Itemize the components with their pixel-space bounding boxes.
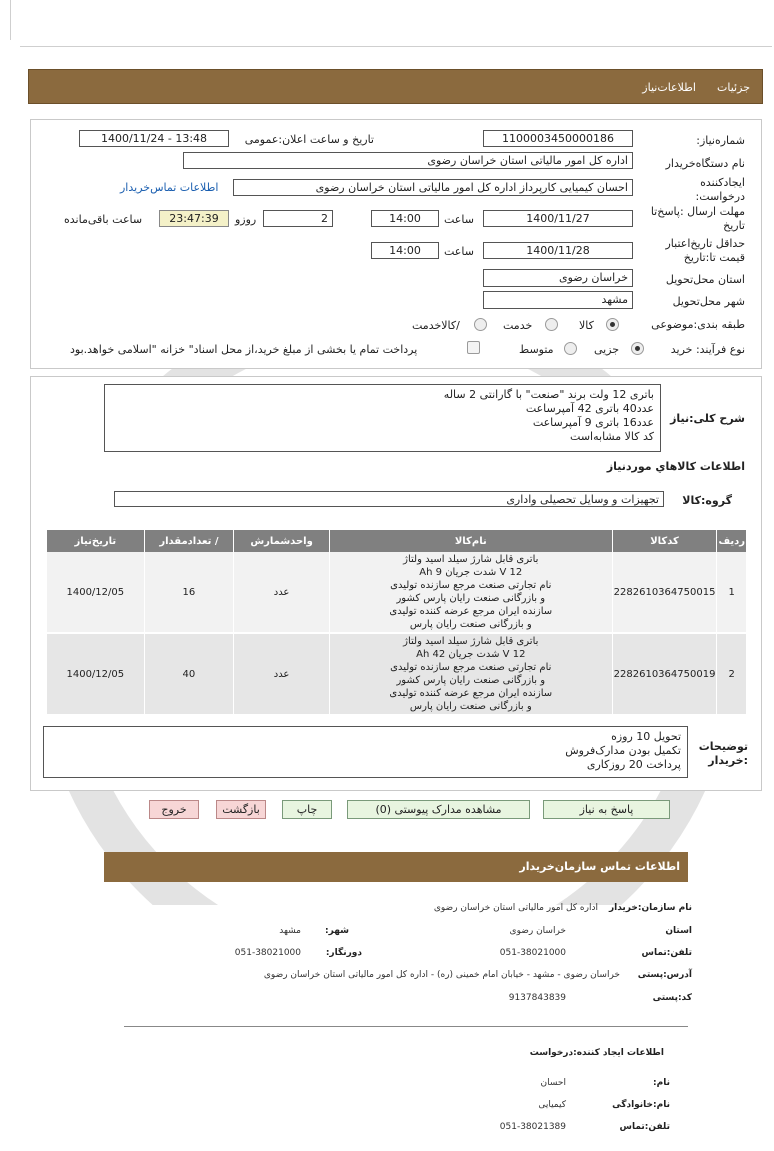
process-medium-radio[interactable]: [564, 342, 577, 355]
back-button[interactable]: بازگشت: [216, 800, 266, 819]
col-qty: / تعدادمقدار: [144, 530, 234, 552]
remaining-time-field: 23:47:39: [159, 210, 229, 227]
city-field: مشهد: [483, 291, 633, 309]
row-code: 2282610364750019: [612, 633, 717, 715]
row-name-line: 12 V شدت جریان 42 Ah: [416, 649, 526, 660]
province-label: استان محل‌تحویل: [665, 273, 745, 286]
col-name: نام‌کالا: [329, 530, 612, 552]
creator-first-name-value: احسان: [540, 1078, 566, 1088]
row-name-line: باتری قابل شارژ سیلد اسید ولتاژ: [403, 554, 539, 565]
treasury-payment-label: پرداخت تمام یا بخشی از مبلغ خرید،از محل اسناد" خزانه "اسلامی خواهد.بود: [70, 343, 418, 356]
row-qty: 40: [144, 633, 234, 715]
days-field: 2: [263, 210, 333, 227]
row-name: [329, 552, 612, 633]
category-goods-service-label: /کالاخدمت: [412, 319, 460, 332]
row-name-line: و بازرگانی صنعت رایان پارس: [409, 701, 532, 712]
tab-need-info[interactable]: اطلاعات‌نیاز: [642, 81, 696, 94]
category-goods-radio[interactable]: [606, 318, 619, 331]
buyer-contact-link[interactable]: اطلاعات تماس‌خریدار: [120, 181, 219, 194]
row-name-line: سازنده ایران مرجع عرضه کننده تولیدی: [389, 688, 553, 699]
creator-label: ایجادکننده درخواست:: [695, 176, 745, 203]
process-medium-label: متوسط: [519, 343, 554, 356]
validity-time-field: 14:00: [371, 242, 439, 259]
table-row: [47, 633, 747, 715]
col-code: کدکالا: [612, 530, 717, 552]
buyer-org-label: نام دستگاه‌خریدار: [665, 157, 745, 170]
contact-address-value: خراسان رضوی - مشهد - خیابان امام خمینی (ره) - اداره کل امور مالیاتی استان خراسان رضوی: [263, 970, 620, 980]
col-date: تاریخ‌نیاز: [47, 530, 145, 552]
contact-address-label: آدرس:پستی: [637, 970, 692, 980]
contact-divider: [124, 1026, 688, 1027]
need-number-field: 1100003450000186: [483, 130, 633, 147]
row-name: [329, 633, 612, 715]
announce-field: 1400/11/24 - 13:48: [79, 130, 229, 147]
province-field: خراسان رضوی: [483, 269, 633, 287]
buyer-notes-box: [43, 726, 688, 778]
summary-box: [104, 384, 661, 452]
remaining-time-label: ساعت باقی‌مانده: [64, 213, 143, 226]
row-name-line: و بازرگانی صنعت رایان پارس کشور: [396, 675, 546, 686]
col-row: ردیف: [717, 530, 746, 552]
summary-line: عدد40 باتری 42 آمپرساعت: [525, 402, 654, 415]
buyer-note-line: تکمیل بودن مدارک‌فروش: [565, 744, 681, 757]
row-date: 1400/12/05: [47, 633, 145, 715]
category-goods-label: کالا: [579, 319, 594, 332]
contact-title: اطلاعات تماس سازمان‌خریدار: [519, 860, 680, 873]
contact-header-bar: [104, 852, 688, 882]
left-guide-line: [10, 0, 11, 40]
buyer-org-field: اداره کل امور مالیاتی استان خراسان رضوی: [183, 152, 633, 169]
buyer-note-line: پرداخت 20 روزکاری: [586, 758, 681, 771]
row-name-line: 12 V شدت جریان 9 Ah: [419, 567, 523, 578]
creator-first-name-label: نام:: [653, 1078, 670, 1088]
row-number: 1: [717, 552, 746, 633]
row-qty: 16: [144, 552, 234, 633]
validity-label: حداقل تاریخ‌اعتبار قیمت تا:تاریخ: [665, 237, 745, 264]
row-unit: عدد: [234, 633, 330, 715]
row-name-line: و بازرگانی صنعت رایان پارس: [409, 619, 532, 630]
deadline-time-label: ساعت: [444, 213, 474, 226]
process-type-label: نوع فرآیند: خرید: [670, 343, 745, 356]
deadline-date-field: 1400/11/27: [483, 210, 633, 227]
announce-label: تاریخ و ساعت اعلان:عمومی: [244, 133, 374, 146]
contact-phone-label: تلفن:تماس: [641, 948, 692, 958]
validity-date-field: 1400/11/28: [483, 242, 633, 259]
deadline-label: مهلت ارسال :پاسخ‌تا تاریخ: [650, 205, 745, 232]
contact-city-label: شهر:: [325, 926, 349, 936]
tab-details[interactable]: جزئیات: [717, 81, 750, 94]
exit-button[interactable]: خروج: [149, 800, 199, 819]
process-partial-radio[interactable]: [631, 342, 644, 355]
row-unit: عدد: [234, 552, 330, 633]
row-name-line: نام تجارتی صنعت مرجع سازنده تولیدی: [390, 662, 552, 673]
goods-table: [46, 530, 746, 716]
goods-section-title: اطلاعات کالاهاي موردنياز: [606, 460, 745, 473]
category-label: طبقه بندی:موضوعی: [651, 318, 745, 331]
contact-fax-label: دورنگار:: [325, 948, 362, 958]
contact-city-value: مشهد: [279, 926, 301, 936]
table-row: [47, 552, 747, 633]
summary-line: باتری 12 ولت برند "صنعت" با گارانتی 2 ساله: [443, 388, 654, 401]
goods-table-header: [47, 530, 747, 552]
goods-group-field: تجهیزات و وسایل تحصیلی واداری: [114, 491, 664, 507]
summary-line: کد کالا مشابه‌است: [570, 430, 654, 443]
days-label: روزو: [235, 213, 257, 226]
creator-field: احسان کیمیایی کارپرداز اداره کل امور مالیاتی استان خراسان رضوی: [233, 179, 633, 196]
row-number: 2: [717, 633, 746, 715]
contact-province-label: استان: [665, 926, 692, 936]
category-goods-service-radio[interactable]: [474, 318, 487, 331]
row-name-line: نام تجارتی صنعت مرجع سازنده تولیدی: [390, 580, 552, 591]
contact-fax-value: 051-38021000: [234, 948, 301, 958]
contact-postal-label: کد:پستی: [652, 993, 692, 1003]
creator-info-title: اطلاعات ایجاد کننده:درخواست: [529, 1048, 664, 1058]
creator-last-name-value: کیمیایی: [538, 1100, 566, 1110]
header-bar: [28, 69, 763, 104]
process-partial-label: جزیی: [594, 343, 620, 356]
creator-phone-value: 051-38021389: [499, 1122, 566, 1132]
category-service-radio[interactable]: [545, 318, 558, 331]
deadline-time-field: 14:00: [371, 210, 439, 227]
city-label: شهر محل‌تحویل: [672, 295, 745, 308]
summary-label: شرح کلی:نیاز: [670, 412, 745, 425]
row-name-line: باتری قابل شارژ سیلد اسید ولتاژ: [403, 636, 539, 647]
view-attachments-button[interactable]: مشاهده مدارک پیوستی (0): [347, 800, 530, 819]
contact-province-value: خراسان رضوی: [509, 926, 566, 936]
row-date: 1400/12/05: [47, 552, 145, 633]
buyer-notes-label: توضیحات :خریدار: [698, 740, 748, 767]
row-name-line: سازنده ایران مرجع عرضه کننده تولیدی: [389, 606, 553, 617]
row-code: 2282610364750015: [612, 552, 717, 633]
validity-time-label: ساعت: [444, 245, 474, 258]
print-button[interactable]: چاپ: [282, 800, 332, 819]
row-name-line: و بازرگانی صنعت رایان پارس کشور: [396, 593, 546, 604]
contact-phone-value: 051-38021000: [499, 948, 566, 958]
goods-group-label: گروه:کالا: [682, 494, 732, 507]
top-divider: [20, 46, 772, 47]
contact-postal-value: 9137843839: [508, 993, 566, 1003]
reply-button[interactable]: پاسخ به نیاز: [543, 800, 670, 819]
category-service-label: خدمت: [503, 319, 533, 332]
contact-org-value: اداره کل امور مالیاتی استان خراسان رضوی: [433, 903, 598, 913]
col-unit: واحدشمارش: [234, 530, 330, 552]
summary-line: عدد16 باتری 9 آمپرساعت: [532, 416, 654, 429]
creator-phone-label: تلفن:تماس: [619, 1122, 670, 1132]
treasury-payment-checkbox[interactable]: [467, 341, 480, 354]
buyer-note-line: تحویل 10 روزه: [611, 730, 681, 743]
need-number-label: شماره‌نیاز:: [696, 134, 745, 147]
creator-last-name-label: نام:خانوادگی: [612, 1100, 670, 1110]
contact-org-label: نام سازمان:خریدار: [608, 903, 692, 913]
